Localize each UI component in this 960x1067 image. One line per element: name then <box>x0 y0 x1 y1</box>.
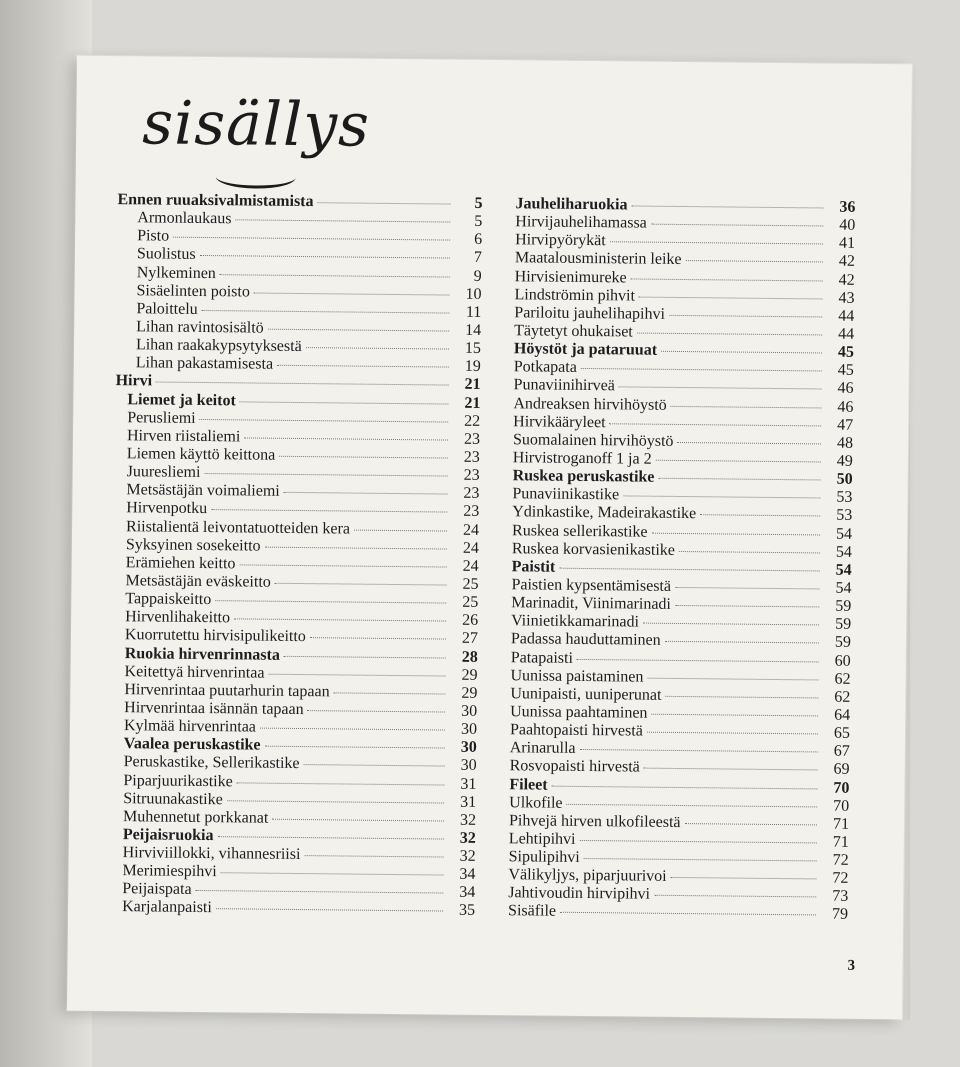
toc-entry-title: Patapaisti <box>510 648 574 667</box>
dot-leader <box>236 219 451 222</box>
toc-entry-title: Ruskea sellerikastike <box>511 521 648 541</box>
toc-entry-page: 23 <box>463 484 480 503</box>
toc-entry-title: Täytetyt ohukaiset <box>514 322 633 341</box>
toc-entry-page: 23 <box>463 466 480 485</box>
toc-entry-title: Hirven riistaliemi <box>126 427 241 446</box>
toc-entry-page: 29 <box>461 684 478 702</box>
toc-entry-page: 65 <box>833 724 851 742</box>
toc-entry-page: 24 <box>462 539 479 557</box>
toc-entry-title: Paistien kypsentämisestä <box>511 576 672 595</box>
toc-entry-page: 44 <box>838 325 855 343</box>
toc-right-column <box>508 195 856 924</box>
toc-entry-page: 72 <box>832 869 849 887</box>
toc-entry-page: 27 <box>461 630 479 648</box>
toc-entry-title: Pihvejä hirven ulkofileestä <box>508 812 681 831</box>
dot-leader <box>204 473 447 477</box>
dot-leader <box>665 696 818 699</box>
dot-leader <box>215 600 446 603</box>
toc-entry-title: Ruskea korvasienikastike <box>511 539 676 559</box>
toc-entry-page: 42 <box>838 271 855 289</box>
toc-entry-page: 30 <box>461 702 478 720</box>
toc-entry-page: 59 <box>835 615 852 634</box>
toc-entry-page: 54 <box>835 525 853 543</box>
toc-entry-title: Hirvistroganoff 1 ja 2 <box>512 449 652 468</box>
toc-entry-title: Maatalousministerin leike <box>514 249 682 269</box>
toc-entry-page: 42 <box>838 253 855 271</box>
toc-entry-title: Lihan ravintosisältö <box>136 318 264 337</box>
dot-leader <box>275 583 447 586</box>
toc-entry-title: Ydinkastike, Madeirakastike <box>512 503 697 523</box>
dot-leader <box>244 437 448 440</box>
toc-entry-title: Hirvenrintaa isännän tapaan <box>124 699 304 719</box>
toc-entry-page: 71 <box>832 815 850 833</box>
toc-entry-title: Armonlaukaus <box>137 209 232 228</box>
dot-leader <box>686 260 823 262</box>
toc-entry-title: Kylmää hirvenrintaa <box>123 717 257 736</box>
dot-leader <box>685 823 817 825</box>
toc-entry-title: Marinadit, Viinimarinadi <box>511 594 672 613</box>
dot-leader <box>651 714 818 717</box>
toc-entry-page: 28 <box>461 648 478 666</box>
toc-entry-title: Sipulipihvi <box>508 848 580 867</box>
toc-entry-title: Punaviinikastike <box>512 485 620 504</box>
dot-leader <box>284 492 448 495</box>
toc-entry-page: 62 <box>834 688 851 706</box>
toc-entry <box>508 885 848 907</box>
toc-entry-title: Nylkeminen <box>136 263 216 282</box>
toc-entry-page: 40 <box>839 216 856 234</box>
toc-entry-page: 36 <box>839 198 856 216</box>
toc-entry-page: 45 <box>837 343 855 361</box>
toc-entry-page: 79 <box>831 906 849 924</box>
toc-entry-page: 31 <box>460 775 477 793</box>
toc-entry-title: Välikyljys, piparjuurivoi <box>508 866 667 886</box>
dot-leader <box>656 460 821 463</box>
dot-leader <box>254 292 450 295</box>
toc-entry-page: 21 <box>464 376 481 394</box>
toc-entry-title: Riistalientä leivontatuotteiden kera <box>126 517 351 538</box>
dot-leader <box>202 310 450 314</box>
toc-left-column <box>110 191 483 920</box>
toc-entry-title: Karjalanpaisti <box>122 898 212 917</box>
toc-entry-page: 72 <box>832 851 849 869</box>
toc-entry-page: 6 <box>474 231 483 249</box>
toc-entry-page: 69 <box>833 760 850 779</box>
toc-entry-title: Hirvijauhelihamassa <box>515 213 647 232</box>
dot-leader <box>661 351 822 354</box>
dot-leader <box>700 515 820 517</box>
toc-entry-title: Fileet <box>509 775 548 794</box>
dot-leader <box>675 587 819 590</box>
dot-leader <box>669 315 822 318</box>
toc-entry-page: 23 <box>463 430 481 448</box>
toc-entry-page: 23 <box>463 448 480 466</box>
dot-leader <box>647 732 818 735</box>
dot-leader <box>334 692 446 694</box>
dot-leader <box>619 387 822 390</box>
toc-entry-page: 22 <box>464 412 481 430</box>
dot-leader <box>560 912 816 916</box>
toc-entry-page: 29 <box>461 666 478 684</box>
toc-entry-title: Uunissa paahtaminen <box>510 703 648 722</box>
toc-entry-title: Syksyinen sosekeitto <box>125 535 261 555</box>
dot-leader <box>240 401 449 404</box>
toc-entry-title: Hirvipyörykät <box>515 231 606 250</box>
dot-leader <box>579 840 816 843</box>
toc-entry-page: 70 <box>833 797 850 815</box>
dot-leader <box>671 405 822 408</box>
dot-leader <box>652 532 820 535</box>
dot-leader <box>318 202 451 204</box>
toc-entry-title: Sitruunakastike <box>123 789 223 808</box>
toc-entry <box>508 903 848 925</box>
toc-entry-title: Uunissa paistaminen <box>510 666 644 686</box>
dot-leader <box>220 274 450 277</box>
dot-leader <box>234 619 446 622</box>
toc-entry-page: 47 <box>837 416 854 434</box>
dot-leader <box>651 224 823 227</box>
toc-entry-title: Lihan raakakypsytyksestä <box>135 336 302 356</box>
toc-entry-page: 9 <box>473 267 482 285</box>
dot-leader <box>284 655 446 658</box>
dot-leader <box>354 529 447 531</box>
toc-entry-page: 48 <box>836 434 854 452</box>
toc-entry-page: 50 <box>836 470 853 488</box>
toc-entry-title: Hirvenrintaa puutarhurin tapaan <box>124 680 330 701</box>
dot-leader <box>200 419 449 423</box>
dot-leader <box>227 800 444 803</box>
toc-entry-title: Piparjuurikastike <box>123 771 233 790</box>
toc-entry-title: Hirvenlihakeitto <box>125 608 231 627</box>
toc-entry-title: Paloittelu <box>136 300 198 318</box>
dot-leader <box>265 746 445 749</box>
dot-leader <box>265 546 447 549</box>
toc-entry-page: 54 <box>835 579 852 597</box>
toc-entry-title: Tappaiskeitto <box>125 590 212 609</box>
dot-leader <box>277 365 449 368</box>
dot-leader <box>272 819 444 822</box>
toc-entry-page: 71 <box>832 833 849 851</box>
toc-entry-page: 5 <box>474 194 483 212</box>
toc-entry-page: 53 <box>836 488 853 507</box>
toc-entry-page: 73 <box>832 887 849 906</box>
toc-entry-title: Hirviviillokki, vihannesriisi <box>122 844 301 864</box>
dot-leader <box>675 605 819 608</box>
toc-entry-title: Uunipaisti, uuniperunat <box>510 685 662 704</box>
toc-entry-title: Andreaksen hirvihöystö <box>513 394 667 414</box>
dot-leader <box>631 278 823 281</box>
dot-leader <box>211 509 447 512</box>
toc-entry-title: Lindströmin pihvit <box>514 285 636 305</box>
toc-entry-title: Sisäfile <box>507 902 557 921</box>
toc-entry-title: Viinietikkamarinadi <box>511 612 640 631</box>
toc-entry-title: Liemen käyttö keittona <box>126 445 276 464</box>
toc-entry-title: Paistit <box>511 558 556 576</box>
toc-entry-title: Rosvopaisti hirvestä <box>509 757 640 776</box>
toc-entry-title: Ruskea peruskastike <box>512 467 655 486</box>
dot-leader <box>671 877 817 880</box>
toc-entry-page: 5 <box>474 212 483 231</box>
toc-entry-title: Jauheliharuokia <box>515 195 628 214</box>
toc-entry-title: Kuorrutettu hirvisipulikeitto <box>124 626 306 646</box>
toc-entry-page: 30 <box>460 720 478 738</box>
dot-leader <box>559 568 819 572</box>
toc-entry-page: 49 <box>836 452 853 470</box>
toc-entry-title: Keitettyä hirvenrintaa <box>124 662 265 682</box>
dot-leader <box>584 858 817 861</box>
toc-entry-title: Erämiehen keitto <box>125 554 236 573</box>
toc-entry-title: Vaalea peruskastike <box>123 735 261 754</box>
dot-leader <box>156 382 449 386</box>
dot-leader <box>260 728 445 731</box>
dot-leader <box>665 641 819 644</box>
toc-entry-title: Pisto <box>137 227 170 245</box>
title-flourish <box>216 165 296 189</box>
toc-entry-title: Hirvi <box>115 372 153 390</box>
toc-entry-page: 59 <box>835 597 852 615</box>
toc-entry-page: 32 <box>459 847 476 865</box>
toc-entry-page: 53 <box>836 507 853 525</box>
toc-entry-title: Perusliemi <box>127 408 196 427</box>
toc-entry-title: Padassa hauduttaminen <box>510 630 661 650</box>
toc-entry-page: 30 <box>460 757 477 775</box>
dot-leader <box>580 749 818 752</box>
toc-entry-title: Muhennetut porkkanat <box>122 807 269 827</box>
toc-entry-page: 46 <box>837 380 854 398</box>
book-page <box>67 56 912 1020</box>
toc-entry-title: Merimiespihvi <box>122 862 217 881</box>
toc-entry-title: Metsästäjän eväskeitto <box>125 572 271 591</box>
toc-entry <box>512 540 852 562</box>
toc-entry-title: Ruokia hirvenrinnasta <box>124 644 280 664</box>
toc-entry <box>510 758 850 780</box>
toc-entry-page: 11 <box>465 303 482 321</box>
toc-entry-title: Ulkofile <box>509 793 563 812</box>
toc-entry-title: Pariloitu jauhelihapihvi <box>514 304 666 323</box>
toc-entry-page: 34 <box>459 865 476 884</box>
toc-entry-page: 67 <box>833 742 850 761</box>
dot-leader <box>200 255 450 259</box>
dot-leader <box>610 423 822 426</box>
dot-leader <box>268 673 445 676</box>
toc-entry-page: 70 <box>833 779 850 797</box>
dot-leader <box>268 329 449 332</box>
toc-entry-page: 14 <box>465 321 482 339</box>
toc-entry-page: 30 <box>460 738 477 757</box>
toc-entry-title: Hirvisienimureke <box>514 267 627 286</box>
dot-leader <box>196 890 444 894</box>
toc-entry-title: Potkapata <box>513 358 577 377</box>
toc-entry-page: 26 <box>462 611 479 630</box>
dot-leader <box>310 637 446 639</box>
page-number: 3 <box>847 957 856 974</box>
toc-entry-title: Paahtopaisti hirvestä <box>509 721 643 740</box>
toc-entry-page: 60 <box>834 652 851 670</box>
dot-leader <box>643 623 819 626</box>
toc-entry-title: Hirvenpotku <box>126 499 208 518</box>
toc-entry-title: Jahtivoudin hirvipihvi <box>508 884 651 904</box>
dot-leader <box>216 909 443 912</box>
dot-leader <box>577 658 819 662</box>
toc-entry-page: 45 <box>837 361 854 380</box>
dot-leader <box>610 242 823 245</box>
toc-entry-title: Peruskastike, Sellerikastike <box>123 753 300 773</box>
dot-leader <box>637 333 822 336</box>
toc-entry-page: 34 <box>459 884 476 902</box>
dot-leader <box>239 564 446 567</box>
toc-entry-title: Hirvikääryleet <box>513 412 606 431</box>
toc-entry-page: 44 <box>838 307 855 325</box>
dot-leader <box>581 368 822 372</box>
toc-entry-page: 25 <box>462 593 479 611</box>
dot-leader <box>658 478 820 481</box>
toc-entry-page: 23 <box>463 503 480 521</box>
toc-entry-page: 54 <box>835 561 852 579</box>
dot-leader <box>304 855 443 857</box>
dot-leader <box>567 803 818 807</box>
toc-entry-page: 32 <box>459 829 476 847</box>
dot-leader <box>306 347 449 350</box>
toc-entry-page: 43 <box>838 289 855 307</box>
toc-entry-title: Suolistus <box>136 245 196 264</box>
toc-entry-title: Höystöt ja pataruuat <box>513 340 658 359</box>
dot-leader <box>552 785 818 789</box>
toc-entry-title: Peijaisruokia <box>122 826 214 845</box>
dot-leader <box>237 782 445 785</box>
toc-entry-title: Punaviinihirveä <box>513 376 615 395</box>
toc-entry-page: 25 <box>462 575 479 593</box>
dot-leader <box>644 768 818 771</box>
dot-leader <box>632 205 824 208</box>
dot-leader <box>308 710 446 712</box>
toc-entry-page: 46 <box>837 398 854 416</box>
toc-entry-title: Lihan pakastamisesta <box>135 354 274 373</box>
toc-entry-title: Sisäelinten poisto <box>136 281 250 301</box>
toc-entry-page: 62 <box>834 670 851 688</box>
toc-entry-title: Arinarulla <box>509 739 576 758</box>
dot-leader <box>677 442 821 445</box>
toc-entry-page: 64 <box>834 706 851 724</box>
dot-leader <box>654 895 816 898</box>
toc-entry-page: 21 <box>464 394 481 412</box>
toc-entry-title: Metsästäjän voimaliemi <box>126 481 280 501</box>
toc-entry-page: 32 <box>459 811 477 829</box>
dot-leader <box>218 836 444 839</box>
dot-leader <box>623 496 820 499</box>
toc-entry <box>110 899 475 921</box>
dot-leader <box>279 456 448 459</box>
dot-leader <box>173 237 450 241</box>
toc-entry-title: Peijaispata <box>122 880 192 899</box>
dot-leader <box>639 296 823 299</box>
toc-entry-page: 31 <box>460 793 477 811</box>
toc-entry-title: Juuresliemi <box>126 463 201 482</box>
toc-entry-page: 7 <box>473 249 483 267</box>
toc-entry-title: Lehtipihvi <box>508 830 576 848</box>
toc-entry-page: 24 <box>462 521 480 539</box>
toc-entry-page: 35 <box>459 902 476 920</box>
toc-entry-page: 10 <box>465 285 482 303</box>
page-title: sisällys <box>141 88 371 161</box>
toc-entry-page: 54 <box>835 543 852 561</box>
toc-entry-title: Suomalainen hirvihöystö <box>512 431 674 450</box>
toc-entry-page: 24 <box>462 557 479 575</box>
toc-entry-title: Ennen ruuaksivalmistamista <box>117 191 314 211</box>
toc-entry-page: 15 <box>464 339 482 358</box>
dot-leader <box>304 764 445 766</box>
dot-leader <box>221 872 444 875</box>
dot-leader <box>647 677 818 680</box>
toc-entry-title: Liemet ja keitot <box>127 390 236 409</box>
toc-entry-page: 59 <box>834 633 852 652</box>
toc-entry-page: 41 <box>839 234 856 253</box>
toc-entry-page: 19 <box>464 357 481 376</box>
dot-leader <box>679 551 820 553</box>
